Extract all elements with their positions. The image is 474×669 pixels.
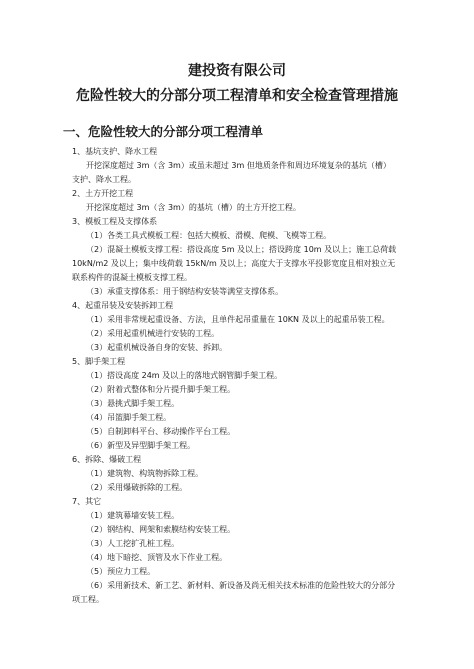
list-heading: 3、模板工程及支撑体系 [72,217,158,226]
list-heading: 5、脚手架工程 [72,357,126,366]
paragraph-line: 10kN/m2 及以上；集中线荷载 15kN/m 及以上；高度大于支撑水平投影宽度且相对独立无 [72,259,396,268]
list-item: （1）建筑幕墙安装工程。 [86,511,180,520]
list-item: （2）钢结构、网架和索膜结构安装工程。 [86,525,236,534]
list-heading: 6、拆除、爆破工程 [72,455,142,464]
list-item: （5）预应力工程。 [86,567,156,576]
list-item: （2）采用爆破拆除的工程。 [86,483,188,492]
document-title: 危险性较大的分部分项工程清单和安全检查管理措施 [76,88,398,104]
list-item: （6）采用新技术、新工艺、新材料、新设备及尚无相关技术标准的危险性较大的分部分 [86,581,396,590]
list-item: （6）新型及异型脚手架工程。 [86,441,196,450]
list-item: （3）起重机械设备自身的安装、拆卸。 [86,343,228,352]
list-item: （2）采用起重机械进行安装的工程。 [86,329,220,338]
section-heading: 一、危险性较大的分部分项工程清单 [63,124,264,139]
paragraph-line: 项工程。 [72,595,104,604]
paragraph-line: 开挖深度超过 3m（含 3m）的基坑（槽）的土方开挖工程。 [86,203,301,212]
list-item: （4）吊篮脚手架工程。 [86,413,172,422]
list-item: （4）地下暗挖、顶管及水下作业工程。 [86,553,228,562]
list-item: （1）搭设高度 24m 及以上的落地式钢管脚手架工程。 [86,371,283,380]
list-heading: 1、基坑支护、降水工程 [72,147,158,156]
paragraph-line: 开挖深度超过 3m（含 3m）或虽未超过 3m 但地质条件和周边环境复杂的基坑（槽） [86,161,391,170]
list-item: （1）建筑物、构筑物拆除工程。 [86,469,204,478]
list-item: （5）自制卸料平台、移动操作平台工程。 [86,427,236,436]
list-item: （3）人工挖扩孔桩工程。 [86,539,180,548]
list-item: （1）采用非常规起重设备、方法，且单件起吊重量在 10KN 及以上的起重吊装工程。 [86,315,390,324]
list-item: （3）悬挑式脚手架工程。 [86,399,180,408]
paragraph-line: 支护、降水工程。 [72,175,136,184]
list-item: （2）混凝土模板支撑工程：搭设高度 5m 及以上；搭设跨度 10m 及以上；施工总荷载 [86,245,397,254]
list-item: （2）附着式整体和分片提升脚手架工程。 [86,385,236,394]
list-heading: 2、土方开挖工程 [72,189,134,198]
list-item: （1）各类工具式模板工程：包括大模板、滑模、爬模、飞模等工程。 [86,231,332,240]
paragraph-line: 联系构件的混凝土模板支撑工程。 [72,273,192,282]
list-heading: 4、起重吊装及安装拆卸工程 [72,301,174,310]
list-item: （3）承重支撑体系：用于钢结构安装等满堂支撑体系。 [86,287,284,296]
company-name: 建投资有限公司 [188,63,286,79]
list-heading: 7、其它 [72,497,102,506]
